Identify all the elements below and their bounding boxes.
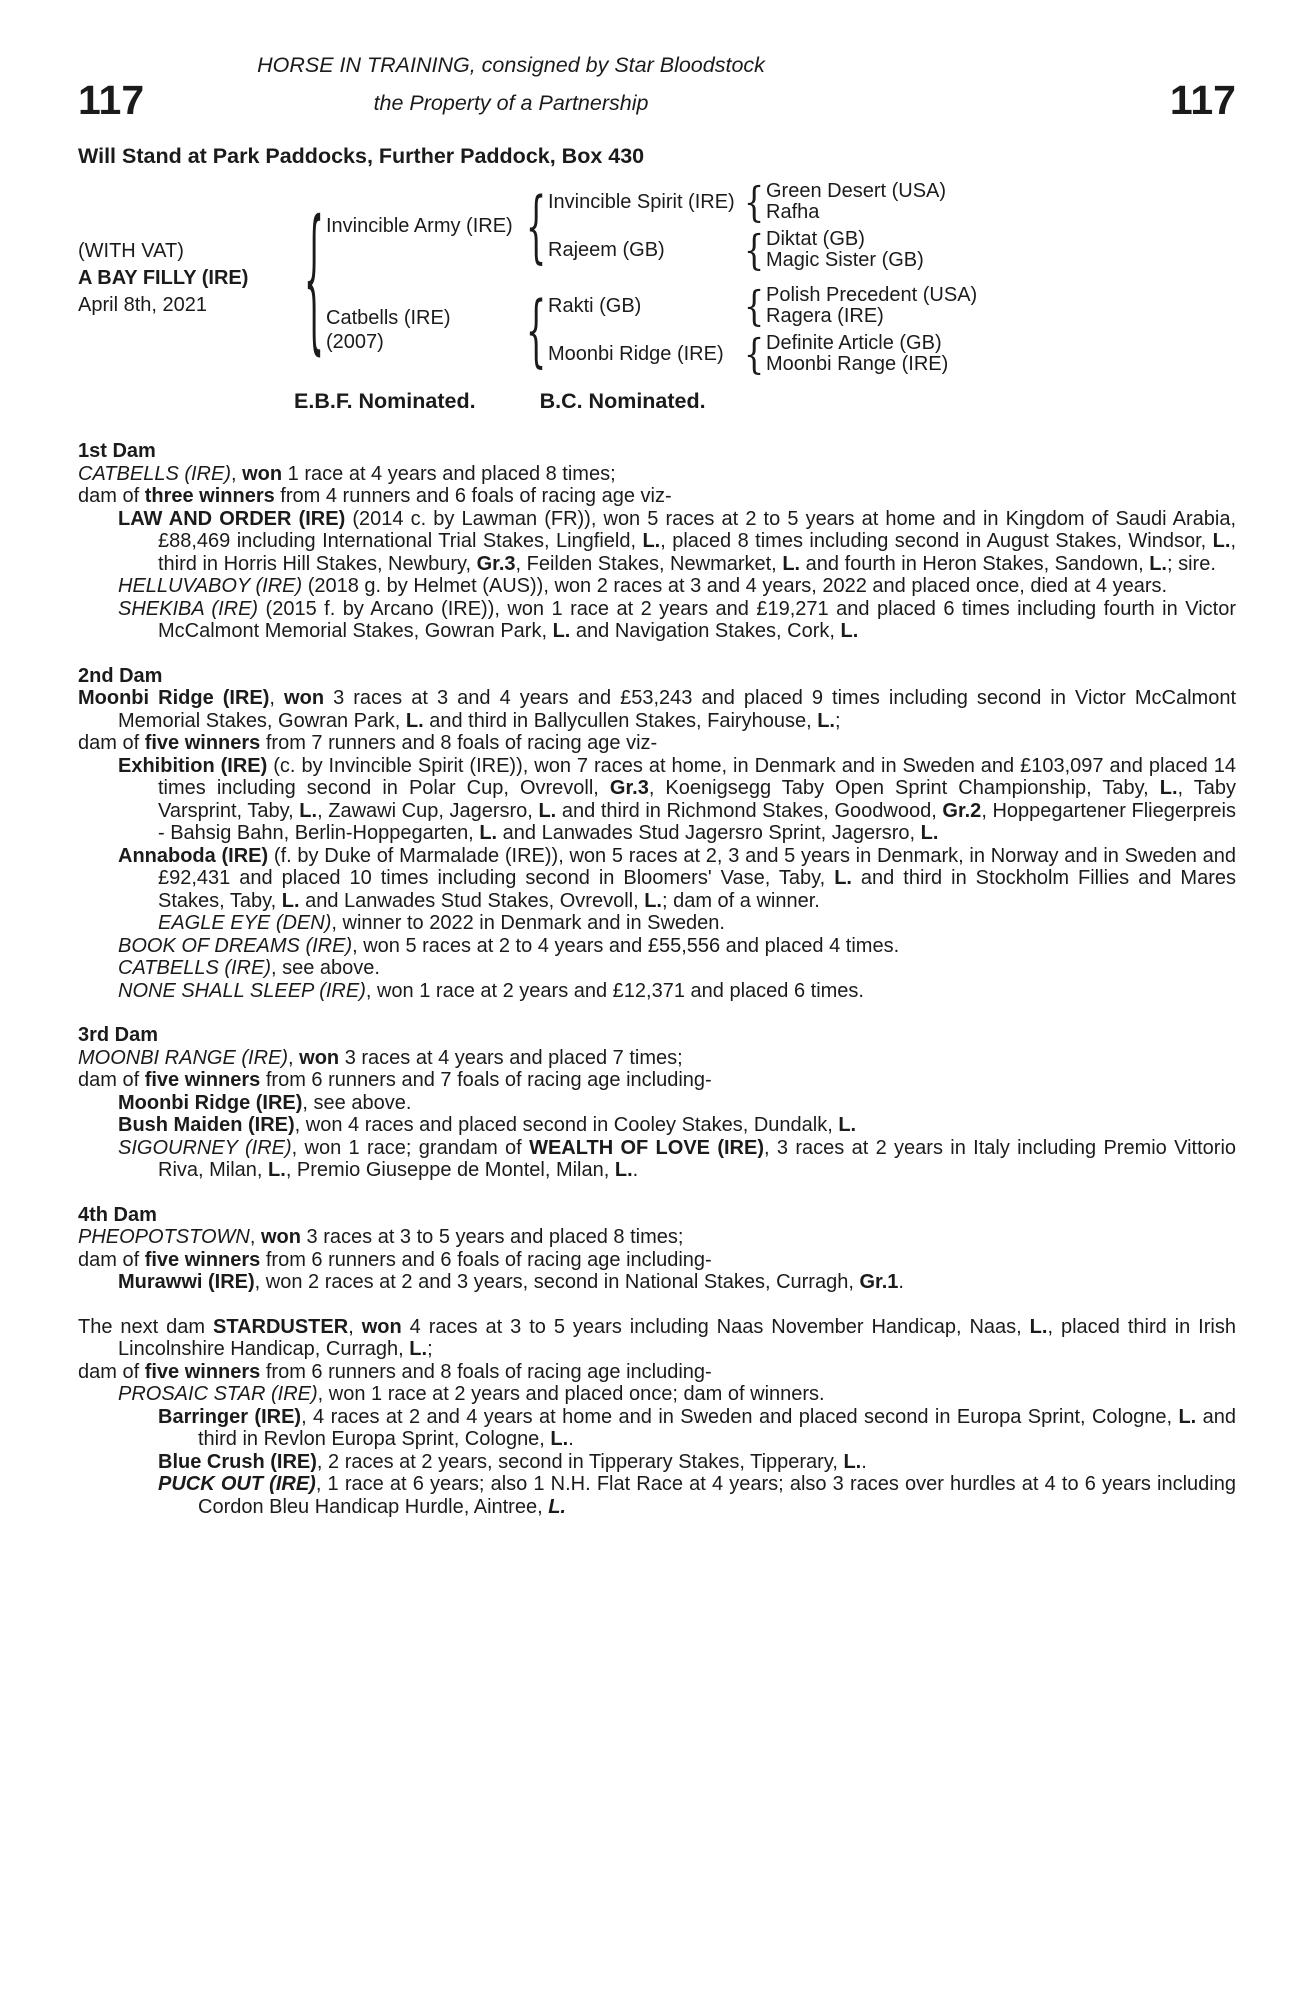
text-run: ,	[231, 462, 243, 485]
dam-section-heading: 3rd Dam	[78, 1024, 159, 1046]
text-run: WEALTH OF LOVE (IRE)	[529, 1136, 765, 1159]
dam-sire-row	[548, 281, 978, 331]
text-run: L.	[1212, 530, 1231, 552]
catalogue-paragraph	[78, 1361, 1236, 1384]
text-run: (2018 g. by Helmet (AUS)), won 2 races at 3 and 4 years, 2022 and placed once, died at 4 years.	[302, 575, 1168, 597]
catalogue-paragraph	[78, 732, 1236, 755]
text-run: and Lanwades Stud Stakes, Ovrevoll,	[299, 889, 645, 912]
text-run: CATBELLS (IRE)	[118, 957, 271, 979]
page-header	[78, 52, 1236, 130]
sire-row	[326, 177, 977, 275]
text-run: L.	[405, 709, 424, 732]
catalogue-paragraph	[78, 1451, 1236, 1474]
text-run: SHEKIBA (IRE)	[118, 597, 259, 620]
catalogue-paragraph	[78, 1114, 1236, 1137]
text-run: , Feilden Stakes, Newmarket,	[515, 552, 783, 575]
catalogue-paragraph	[78, 463, 1236, 486]
catalogue-paragraph	[78, 1069, 1236, 1092]
text-run: L.	[1149, 552, 1167, 575]
text-run: LAW AND ORDER (IRE)	[118, 507, 346, 530]
text-run: L.	[552, 620, 571, 642]
dam-section-heading: 4th Dam	[78, 1203, 157, 1226]
text-run: 1 race at 4 years and placed 8 times;	[282, 462, 616, 485]
section-gap	[78, 1002, 1236, 1024]
text-run: ;	[427, 1338, 433, 1360]
text-run: five winners	[144, 1360, 261, 1383]
text-run: PUCK OUT (IRE)	[158, 1473, 316, 1495]
catalogue-body	[78, 440, 1236, 1518]
text-run: , won 5 races at 2 to 4 years and £55,556 and placed 4 times.	[352, 934, 900, 957]
text-run: won	[284, 687, 325, 709]
dam-section-heading: 2nd Dam	[78, 664, 163, 687]
bc-nomination: B.C. Nominated.	[539, 389, 706, 413]
sire-parents-column	[548, 177, 947, 275]
text-run: .	[568, 1428, 574, 1450]
great-grandparent-name: Rafha	[766, 201, 820, 223]
text-run: Moonbi Ridge (IRE)	[118, 1091, 303, 1114]
text-run: Gr.3	[476, 552, 516, 575]
sire-brace: {	[525, 179, 547, 273]
text-run: 3 races at 3 to 5 years and placed 8 times;	[301, 1226, 684, 1248]
catalogue-paragraph	[78, 755, 1236, 845]
text-run: L.	[920, 822, 939, 844]
text-run: ,	[269, 687, 285, 709]
text-run: , Premio Giuseppe de Montel, Milan,	[285, 1159, 615, 1181]
catalogue-paragraph	[78, 1406, 1236, 1451]
sire-sire-parents	[766, 181, 946, 223]
text-run: , see above.	[302, 1091, 412, 1114]
text-run: , Hoppegartener Fliegerpreis - Bahsig Bahn, Berlin-Hoppegarten,	[158, 799, 1236, 844]
text-run: , 4 races at 2 and 4 years at home and in Sweden and placed second in Europa Sprint, Cologne,	[301, 1405, 1179, 1428]
text-run: and Lanwades Stud Jagersro Sprint, Jagersro,	[497, 822, 921, 844]
text-run: , won 2 races at 2 and 3 years, second in National Stakes, Curragh,	[254, 1271, 860, 1293]
generation-1-column	[326, 177, 978, 379]
text-run: dam of	[78, 732, 145, 754]
text-run: The next dam	[78, 1315, 213, 1338]
text-run: L.	[644, 889, 662, 912]
great-grandparent-name: Green Desert (USA)	[766, 180, 947, 202]
text-run: and third in Revlon Europa Sprint, Cologne,	[198, 1405, 1236, 1450]
text-run: , placed third in Irish Lincolnshire Handicap, Curragh,	[118, 1315, 1236, 1360]
text-run: Moonbi Ridge (IRE)	[78, 687, 270, 709]
pedigree-outer-brace: {	[303, 184, 325, 372]
text-run: L.	[548, 1495, 566, 1518]
text-run: STARDUSTER	[213, 1315, 349, 1338]
section-gap	[78, 643, 1236, 665]
text-run: from 6 runners and 7 foals of racing age including-	[260, 1069, 712, 1091]
text-run: ;	[834, 709, 841, 732]
text-run: Exhibition (IRE)	[118, 754, 268, 777]
text-run: and third in Ballycullen Stakes, Fairyhouse,	[423, 709, 818, 732]
text-run: ; dam of a winner.	[661, 889, 820, 912]
text-run: dam of	[78, 485, 145, 507]
dam-row	[326, 281, 978, 379]
sire-dam-name: Rajeem (GB)	[548, 238, 665, 261]
dam-sire-parents	[766, 285, 977, 327]
text-run: EAGLE EYE (DEN)	[158, 912, 332, 934]
text-run: Bush Maiden (IRE)	[118, 1114, 295, 1136]
dam-name-block	[326, 306, 524, 354]
catalogue-paragraph	[78, 1092, 1236, 1115]
sire-sire-name: Invincible Spirit (IRE)	[548, 190, 735, 213]
consignor-line: HORSE IN TRAINING, consigned by Star Bloodstock	[257, 53, 765, 77]
text-run: L.	[782, 552, 801, 575]
text-run: ; sire.	[1166, 552, 1216, 575]
catalogue-paragraph	[78, 687, 1236, 732]
text-run: 3 races at 4 years and placed 7 times;	[339, 1046, 683, 1069]
text-run: CATBELLS (IRE)	[78, 462, 231, 485]
text-run: BOOK OF DREAMS (IRE)	[118, 934, 353, 957]
catalogue-paragraph	[78, 1316, 1236, 1361]
text-run: L.	[1029, 1315, 1048, 1338]
catalogue-paragraph	[78, 485, 1236, 508]
text-run: won	[299, 1046, 340, 1069]
text-run: (2015 f. by Arcano (IRE)), won 1 race at 2 years and £19,271 and placed 6 times including fourth in Victor McCalmont Memorial Stakes, Gowran Park,	[158, 597, 1236, 642]
text-run: and third in Stockholm Fillies and Mares Stakes, Taby,	[158, 867, 1236, 912]
text-run: , won 1 race at 2 years and placed once; dam of winners.	[317, 1383, 825, 1405]
dam-brace: {	[525, 283, 547, 377]
text-run: Gr.2	[942, 799, 982, 822]
catalogue-paragraph	[78, 575, 1236, 598]
dam-dam-parents	[766, 333, 948, 375]
catalogue-paragraph	[78, 957, 1236, 980]
text-run: dam of	[78, 1360, 145, 1383]
text-run: , 3 races at 2 years in Italy including Premio Vittorio Riva, Milan,	[158, 1136, 1237, 1181]
text-run: five winners	[144, 1069, 261, 1091]
text-run: , won 1 race; grandam of	[291, 1136, 530, 1159]
grandsire-row	[548, 177, 947, 227]
text-run: L.	[1178, 1405, 1197, 1428]
text-run: won	[261, 1226, 301, 1248]
text-run: (2014 c. by Lawman (FR)), won 5 races at 2 to 5 years at home and in Kingdom of Saudi Arabia, £88,469 including International Trial Stakes, Lingfield,	[158, 507, 1236, 552]
great-grandparent-name: Diktat (GB)	[766, 228, 865, 250]
sire-sire-brace: {	[743, 177, 765, 227]
text-run: L.	[281, 889, 300, 912]
text-run: L.	[1159, 777, 1178, 799]
text-run: 4 races at 3 to 5 years including Naas November Handicap, Naas,	[401, 1315, 1030, 1338]
text-run: NONE SHALL SLEEP (IRE)	[118, 979, 366, 1002]
catalogue-paragraph	[78, 1137, 1236, 1182]
text-run: , won 1 race at 2 years and £12,371 and placed 6 times.	[365, 979, 864, 1002]
foal-date: April 8th, 2021	[78, 293, 207, 316]
text-run: three winners	[144, 485, 275, 507]
great-grandparent-name: Polish Precedent (USA)	[766, 284, 978, 306]
text-run: , Koenigsegg Taby Open Sprint Championship, Taby,	[648, 777, 1160, 799]
text-run: won	[361, 1315, 402, 1338]
text-run: L.	[409, 1338, 428, 1360]
pedigree-subject	[78, 238, 302, 319]
text-run: (f. by Duke of Marmalade (IRE)), won 5 races at 2, 3 and 5 years in Denmark, in Norway and in Sweden and £92,431 and placed 10 times including second in Bloomers' Vase, Taby,	[158, 844, 1236, 889]
catalogue-paragraph	[78, 1473, 1236, 1518]
catalogue-paragraph	[78, 1271, 1236, 1294]
catalogue-paragraph	[78, 1047, 1236, 1070]
text-run: and fourth in Heron Stakes, Sandown,	[800, 552, 1150, 575]
text-run: and third in Richmond Stakes, Goodwood,	[556, 799, 943, 822]
text-run: L.	[843, 1450, 862, 1473]
text-run: ,	[249, 1226, 261, 1248]
catalogue-paragraph	[78, 1226, 1236, 1249]
text-run: dam of	[78, 1069, 145, 1091]
text-run: , Taby Varsprint, Taby,	[158, 777, 1236, 822]
catalogue-paragraph	[78, 508, 1236, 576]
great-grandparent-name: Definite Article (GB)	[766, 332, 942, 354]
property-line: the Property of a Partnership	[373, 91, 649, 115]
text-run: five winners	[144, 1248, 261, 1271]
nominations-row	[294, 389, 1236, 414]
text-run: ,	[348, 1315, 362, 1338]
dam-dam-row	[548, 329, 977, 379]
catalogue-paragraph	[78, 1249, 1236, 1272]
text-run: L.	[550, 1428, 569, 1450]
text-run: and Navigation Stakes, Cork,	[570, 620, 841, 642]
text-run: L.	[299, 799, 318, 822]
catalogue-paragraph	[78, 845, 1236, 913]
text-run: HELLUVABOY (IRE)	[118, 575, 303, 597]
text-run: , 2 races at 2 years, second in Tipperary Stakes, Tipperary,	[316, 1450, 844, 1473]
subject-horse-name: A BAY FILLY (IRE)	[78, 266, 249, 289]
pedigree-table	[78, 177, 1236, 379]
dam-dam-brace: {	[743, 329, 765, 379]
text-run: from 4 runners and 6 foals of racing age viz-	[274, 485, 672, 507]
text-run: PHEOPOTSTOWN	[78, 1226, 250, 1248]
text-run: L.	[479, 822, 498, 844]
text-run: L.	[840, 620, 859, 642]
text-run: .	[898, 1271, 904, 1293]
dam-section-heading: 1st Dam	[78, 440, 156, 462]
text-run: five winners	[144, 732, 261, 754]
dam-dam-name: Moonbi Ridge (IRE)	[548, 342, 724, 365]
text-run: L.	[642, 530, 661, 552]
great-grandparent-name: Magic Sister (GB)	[766, 249, 924, 271]
catalogue-paragraph	[78, 912, 1236, 935]
great-grandparent-name: Ragera (IRE)	[766, 305, 884, 327]
dam-name: Catbells (IRE)	[326, 307, 451, 329]
text-run: won	[242, 462, 283, 485]
text-run: (c. by Invincible Spirit (IRE)), won 7 races at home, in Denmark and in Sweden and £103,097 and placed 14 times including second in Polar Cup, Ovrevoll,	[158, 754, 1236, 799]
dam-sire-name: Rakti (GB)	[548, 294, 642, 317]
text-run: , third in Horris Hill Stakes, Newbury,	[158, 530, 1236, 575]
dam-sire-brace: {	[743, 281, 765, 331]
text-run: SIGOURNEY (IRE)	[118, 1136, 292, 1159]
dam-year: (2007)	[326, 331, 384, 353]
text-run: , placed 8 times including second in August Stakes, Windsor,	[660, 530, 1213, 552]
lot-number-left: 117	[78, 77, 145, 123]
text-run: L.	[268, 1159, 286, 1181]
text-run: from 6 runners and 6 foals of racing age including-	[260, 1248, 712, 1271]
text-run: , Zawawi Cup, Jagersro,	[317, 799, 539, 822]
catalogue-paragraph	[78, 598, 1236, 643]
sire-dam-brace: {	[743, 225, 765, 275]
text-run: L.	[838, 1114, 857, 1136]
text-run: , winner to 2022 in Denmark and in Sweden.	[331, 912, 725, 934]
text-run: Murawwi (IRE)	[118, 1271, 255, 1293]
text-run: ,	[288, 1046, 300, 1069]
catalogue-paragraph	[78, 980, 1236, 1003]
text-run: , see above.	[271, 957, 380, 979]
text-run: from 7 runners and 8 foals of racing age viz-	[260, 732, 658, 754]
text-run: , 1 race at 6 years; also 1 N.H. Flat Race at 4 years; also 3 races over hurdles at 4 to 6 years including Cordon Bleu Handicap Hurdle, Aintree,	[198, 1473, 1236, 1518]
text-run: .	[632, 1159, 639, 1181]
text-run: Gr.1	[859, 1271, 899, 1293]
text-run: L.	[817, 709, 835, 732]
text-run: PROSAIC STAR (IRE)	[118, 1383, 318, 1405]
dam-parents-column	[548, 281, 978, 379]
text-run: Barringer (IRE)	[158, 1405, 302, 1428]
ebf-nomination: E.B.F. Nominated.	[294, 389, 476, 413]
text-run: Annaboda (IRE)	[118, 844, 269, 867]
section-gap	[78, 1294, 1236, 1316]
text-run: .	[861, 1450, 867, 1473]
stand-location-line: Will Stand at Park Paddocks, Further Paddock, Box 430	[78, 144, 645, 168]
catalogue-paragraph	[78, 935, 1236, 958]
sire-name: Invincible Army (IRE)	[326, 215, 513, 237]
lot-number-right: 117	[1169, 77, 1236, 123]
text-run: Gr.3	[609, 777, 649, 799]
text-run: L.	[614, 1159, 633, 1181]
sire-dam-row	[548, 225, 946, 275]
text-run: 3 races at 3 and 4 years and £53,243 and placed 9 times including second in Victor McCalmont Memorial Stakes, Gowran Park,	[118, 687, 1237, 732]
section-gap	[78, 1182, 1236, 1204]
text-run: L.	[834, 867, 852, 889]
text-run: dam of	[78, 1248, 145, 1271]
text-run: L.	[538, 799, 557, 822]
text-run: Blue Crush (IRE)	[158, 1450, 317, 1473]
vat-note: (WITH VAT)	[78, 239, 184, 262]
text-run: from 6 runners and 8 foals of racing age including-	[260, 1360, 712, 1383]
header-center-block	[78, 52, 944, 116]
sire-dam-parents	[766, 229, 924, 271]
great-grandparent-name: Moonbi Range (IRE)	[766, 353, 949, 375]
catalogue-paragraph	[78, 1383, 1236, 1406]
text-run: MOONBI RANGE (IRE)	[78, 1046, 289, 1069]
text-run: , won 4 races and placed second in Cooley Stakes, Dundalk,	[294, 1114, 839, 1136]
